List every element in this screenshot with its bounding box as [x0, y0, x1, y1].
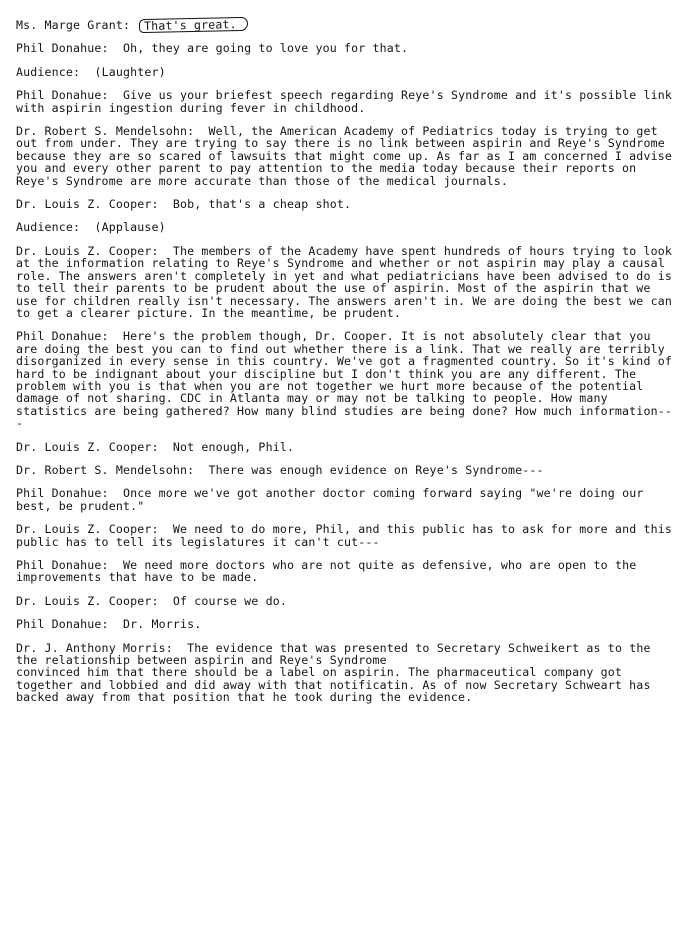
entry-text: The members of the Academy have spent hundreds of hours trying to look at the information relating to Reye's Syndrome and whether or not aspirin may play a causal role. The answers aren't completely in yet and what pediatricians have been advised to do is to tell their parents to be prudent about the use of aspirin. Most of the aspirin that we use for children really isn't necessary. The answers aren't in. We are doing the best we can to get a clearer picture. In the meantime, be prudent. — [16, 243, 672, 320]
entry-text: Not enough, Phil. — [172, 439, 295, 454]
entry-continuation: convinced him that there should be a label on aspirin. The pharmaceutical company got together and lobbied and did away with that notificatin. As of now Secretary Schweart has backed away from that position that he took during the evidence. — [16, 665, 651, 705]
transcript-entry — [16, 89, 672, 114]
speaker-name: Phil Donahue: — [16, 41, 109, 56]
transcript-entry — [16, 66, 672, 78]
entry-text: We need to do more, Phil, and this public has to ask for more and this public has to tell its legislatures it can't cut--- — [16, 522, 672, 549]
transcript-entry — [16, 198, 672, 210]
transcript-entry — [16, 642, 672, 704]
entry-text: Oh, they are going to love you for that. — [122, 41, 409, 56]
entry-text: Give us your briefest speech regarding Reye's Syndrome and it's possible link with aspirin ingestion during fever in childhood. — [16, 88, 672, 115]
entry-text: The evidence that was presented to Secretary Schweikert as to the the relationship between aspirin and Reye's Syndrome — [16, 640, 651, 668]
entry-text: Dr. Morris. — [122, 617, 202, 632]
transcript-entry — [16, 595, 672, 607]
speaker-name: Phil Donahue: — [16, 88, 109, 103]
entry-text: (Applause) — [94, 220, 166, 235]
entry-text: We need more doctors who are not quite as defensive, who are open to the improvements that have to be made. — [16, 558, 637, 585]
transcript-entry — [16, 221, 672, 233]
transcript-entry — [16, 330, 672, 429]
entry-text: There was enough evidence on Reye's Syndrome--- — [208, 462, 544, 477]
speaker-name: Dr. J. Anthony Morris: — [16, 640, 173, 655]
speaker-name: Dr. Robert S. Mendelsohn: — [16, 462, 195, 477]
transcript-entry — [16, 464, 672, 476]
speaker-name: Dr. Robert S. Mendelsohn: — [16, 124, 195, 139]
entry-text: (Laughter) — [94, 64, 166, 79]
transcript-entry — [16, 523, 672, 548]
speaker-name: Dr. Louis Z. Cooper: — [16, 593, 159, 608]
entry-text: Here's the problem though, Dr. Cooper. It is not absolutely clear that you are doing the best you can to find out whether there is a link. That we really are terribly disorganized in every sense in this country. We've got a fragmented country. So it's kind of hard to be indignant about your discipline but I don't think you are any different. The problem with you is that when you are not together we hurt more because of the potential damage of not sharing. CDC in Atlanta may or may not be talking to people. How many statistics are being gathered? How many blind studies are being done? How much information--- — [16, 329, 672, 431]
speaker-name: Dr. Louis Z. Cooper: — [16, 197, 159, 212]
speaker-name: Phil Donahue: — [16, 486, 109, 501]
speaker-name: Phil Donahue: — [16, 617, 109, 632]
speaker-name: Audience: — [16, 64, 81, 79]
transcript-entry — [16, 487, 672, 512]
entry-text: Of course we do. — [172, 593, 287, 608]
transcript-entry — [16, 18, 672, 32]
entry-text: Well, the American Academy of Pediatrics today is trying to get out from under. They are trying to say there is no link between aspirin and Reye's Syndrome because they are so scared of lawsuits that might come up. As far as I am concerned I advise you and every other parent to pay attention to the media today because their reports on Reye's Syndrome are more accurate than those of the medical journals. — [16, 124, 672, 188]
transcript-entry — [16, 42, 672, 54]
transcript-entry — [16, 441, 672, 453]
transcript-entry — [16, 618, 672, 630]
speaker-name: Ms. Marge Grant: — [16, 18, 131, 32]
speaker-name: Dr. Louis Z. Cooper: — [16, 522, 159, 537]
circled-remark: That's great. — [139, 17, 248, 34]
speaker-name: Phil Donahue: — [16, 558, 109, 572]
speaker-name: Dr. Louis Z. Cooper: — [16, 243, 159, 258]
entry-text: Once more we've got another doctor coming forward saying "we're doing our best, be prudent." — [16, 486, 644, 513]
speaker-name: Phil Donahue: — [16, 329, 109, 344]
speaker-name: Dr. Louis Z. Cooper: — [16, 439, 159, 454]
transcript-entry — [16, 125, 672, 187]
speaker-name: Audience: — [16, 220, 81, 235]
entry-text: Bob, that's a cheap shot. — [172, 197, 352, 212]
transcript-entry — [16, 559, 672, 584]
transcript-entry — [16, 245, 672, 319]
